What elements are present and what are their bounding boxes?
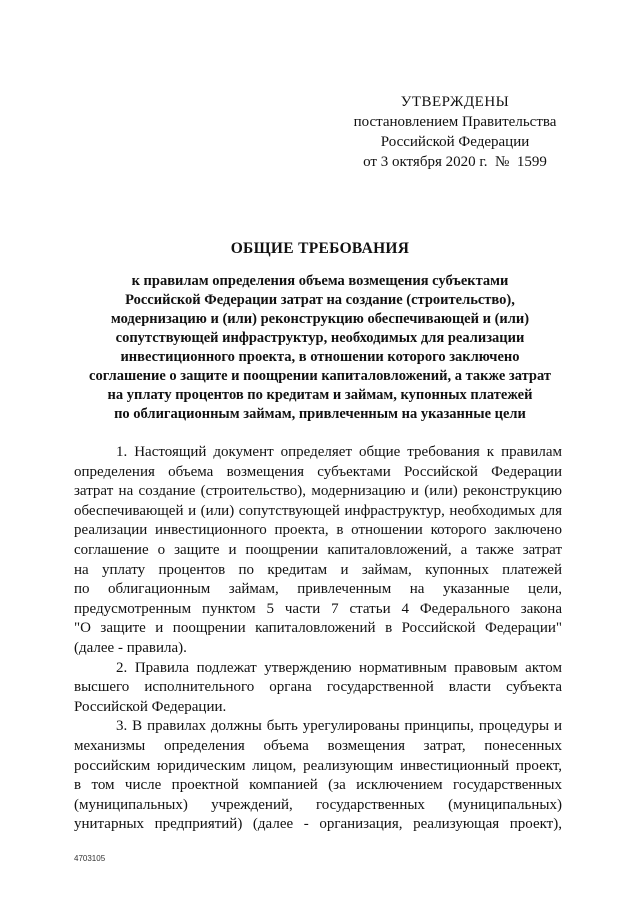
subtitle-line: модернизацию и (или) реконструкцию обеспечивающей и (или) — [110, 311, 530, 327]
paragraph-line: определения объема возмещения субъектами Российской Федерации — [74, 463, 562, 480]
paragraph-line: (далее - правила). — [74, 639, 187, 656]
subtitle-line: инвестиционного проекта, в отношении которого заключено — [120, 349, 520, 365]
paragraph-1 — [74, 443, 562, 659]
subtitle-line: Российской Федерации затрат на создание (строительство), — [125, 292, 515, 308]
paragraph-line: российским юридическим лицом, реализующим инвестиционный проект, — [74, 757, 562, 774]
paragraph-line: Российской Федерации. — [74, 698, 227, 715]
paragraph-3 — [74, 717, 562, 835]
subtitle-line: соглашение о защите и поощрении капиталовложений, а также затрат — [89, 368, 551, 384]
paragraph-line: унитарных предприятий) (далее - организация, реализующая проект), — [74, 816, 562, 833]
document-subtitle — [60, 272, 580, 424]
subtitle-line: по облигационным займам, привлеченным на указанные цели — [114, 406, 526, 422]
subtitle-line: к правилам определения объема возмещения субъектами — [131, 273, 509, 289]
paragraph-line: 2. Правила подлежат утверждению нормативным правовым актом — [116, 659, 562, 676]
approval-line-2: Российской Федерации — [380, 134, 530, 150]
approval-heading: УТВЕРЖДЕНЫ — [400, 94, 510, 110]
paragraph-2 — [74, 659, 562, 718]
approval-line-3: от 3 октября 2020 г. № 1599 — [363, 154, 547, 170]
paragraph-line: в том числе проектной компанией (за исключением государственных — [74, 777, 562, 794]
document-body — [74, 443, 562, 835]
paragraph-line: затрат на создание (строительство), модернизацию и (или) реконструкцию — [74, 483, 562, 500]
paragraph-line: на уплату процентов по кредитам и займам, купонных платежей — [74, 561, 562, 578]
paragraph-line: по облигационным займам, привлеченным на указанные цели, — [74, 581, 562, 598]
paragraph-line: предусмотренным пунктом 5 части 7 статьи 4 Федерального закона — [74, 600, 562, 617]
paragraph-line: "О защите и поощрении капиталовложений в Российской Федерации" — [74, 620, 562, 637]
document-title: ОБЩИЕ ТРЕБОВАНИЯ — [230, 240, 410, 257]
subtitle-line: сопутствующей инфраструктур, необходимых для реализации — [115, 330, 525, 346]
document-code: 4703105 — [74, 854, 106, 863]
paragraph-line: 1. Настоящий документ определяет общие требования к правилам — [116, 444, 562, 460]
paragraph-line: (муниципальных) учреждений, государственных (муниципальных) — [74, 796, 562, 813]
paragraph-line: обеспечивающей и (или) сопутствующей инфраструктур, необходимых для — [74, 502, 562, 519]
approval-block — [340, 92, 570, 172]
paragraph-line: механизмы определения объема возмещения затрат, понесенных — [74, 737, 562, 754]
subtitle-line: на уплату процентов по кредитам и займам, купонных платежей — [107, 387, 533, 403]
approval-line-1: постановлением Правительства — [353, 114, 557, 130]
paragraph-line: соглашение о защите и поощрении капиталовложений, а также затрат — [74, 541, 562, 558]
paragraph-line: 3. В правилах должны быть урегулированы принципы, процедуры и — [116, 718, 562, 735]
paragraph-line: реализации инвестиционного проекта, в отношении которого заключено — [74, 522, 562, 539]
paragraph-line: высшего исполнительного органа государственной власти субъекта — [74, 679, 562, 696]
